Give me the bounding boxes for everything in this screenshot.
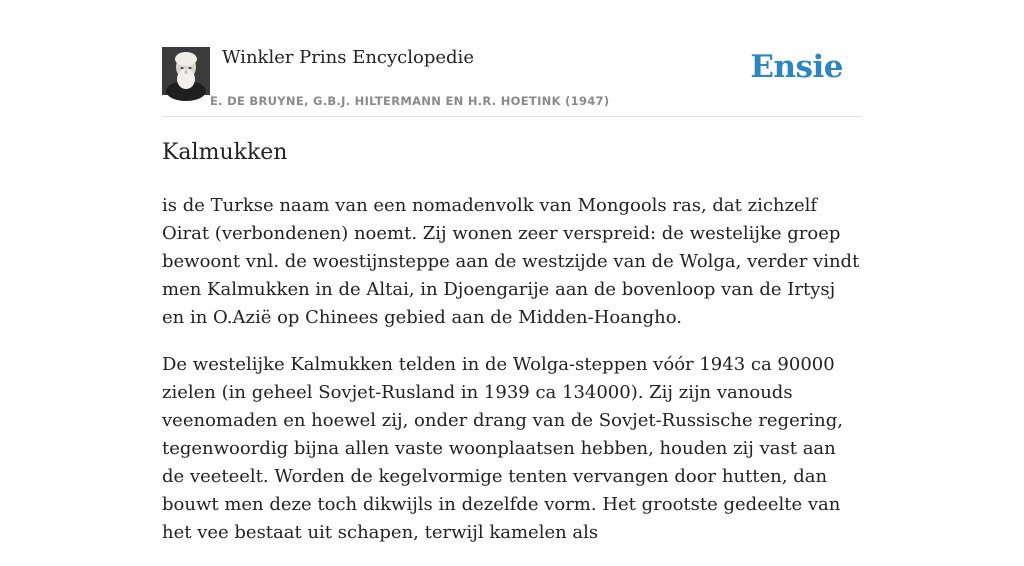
brand-logo[interactable]: Ensie bbox=[750, 49, 843, 85]
article-title: Kalmukken bbox=[162, 140, 288, 165]
portrait-image bbox=[162, 47, 210, 95]
author-avatar bbox=[162, 47, 210, 95]
site-title[interactable]: Winkler Prins Encyclopedie bbox=[222, 47, 474, 68]
author-credits: E. DE BRUYNE, G.B.J. HILTERMANN EN H.R. HOETINK (1947) bbox=[210, 94, 610, 108]
page bbox=[162, 0, 862, 543]
article-paragraph: is de Turkse naam van een nomadenvolk van Mongools ras, dat zichzelf Oirat (verbondenen) noemt. Zij wonen zeer verspreid: de westelijke groep bewoont vnl. de woestijnsteppe aan de westzijde van de Wolga, verder vindt men Kalmukken in de Altai, in Djoengarije aan de bovenloop van de Irtysj en in O.Azië op Chinees gebied aan de Midden-Hoangho. bbox=[162, 195, 860, 328]
article-paragraph: De westelijke Kalmukken telden in de Wolga-steppen vóór 1943 ca 90000 zielen (in geheel Sovjet-Rusland in 1939 ca 134000). Zij zijn vanouds veenomaden en hoewel zij, onder drang van de Sovjet-Russische regering, tegenwoordig bijna allen vaste woonplaatsen hebben, houden zij vast aan de veeteelt. Worden de kegelvormige tenten vervangen door hutten, dan bouwt men deze toch dikwijls in dezelfde vorm. Het grootste gedeelte van het vee bestaat uit schapen, terwijl kamelen als bbox=[162, 354, 843, 543]
article-body bbox=[162, 192, 862, 566]
site-header bbox=[162, 46, 862, 117]
